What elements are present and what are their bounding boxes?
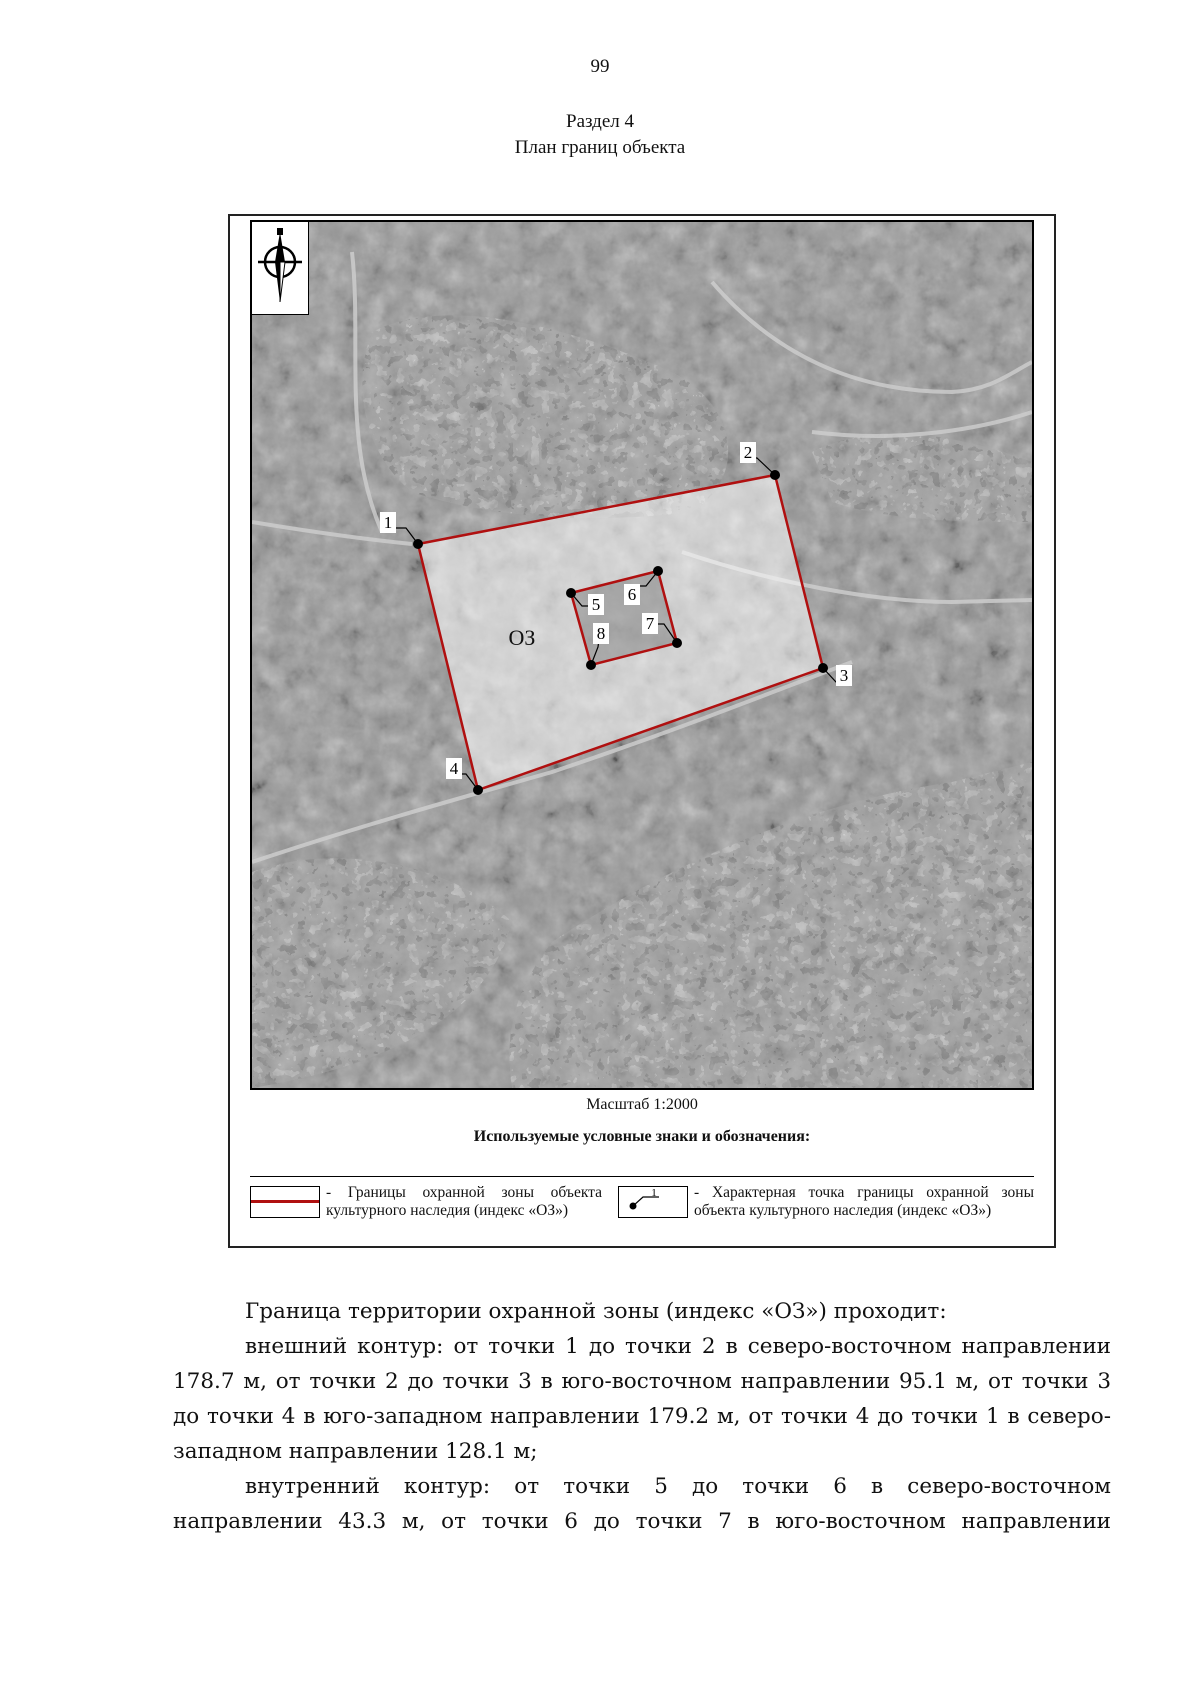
section-label: Раздел 4 <box>566 111 634 132</box>
paragraph-intro: Граница территории охранной зоны (индекс «ОЗ») проходит: <box>245 1299 947 1324</box>
svg-text:4: 4 <box>449 759 459 778</box>
paragraph-outer-contour: внешний контур: от точки 1 до точки 2 в северо-восточном направлении 178.7 м, от точки 2 до точки 3 в юго-восточном направлении 95.1 м, от точки 3 до точки 4 в юго-западном направлении 179.2 м, от точки 4 до точки 1 в северо-западном направлении 128.1 м; <box>173 1334 1111 1464</box>
svg-text:1: 1 <box>383 513 393 532</box>
svg-text:1: 1 <box>651 1187 657 1199</box>
svg-text:6: 6 <box>627 585 637 604</box>
legend-title: Используемые условные знаки и обозначения: <box>473 1128 811 1145</box>
section-title: План границ объекта <box>514 137 686 158</box>
legend-item-boundary: - Границы охранной зоны объекта культурного наследия (индекс «ОЗ») <box>326 1184 602 1219</box>
aerial-photo <box>252 222 1032 1088</box>
svg-text:3: 3 <box>839 666 849 685</box>
map-figure <box>228 214 1056 1248</box>
svg-text:5: 5 <box>591 595 601 614</box>
legend-item-point: - Характерная точка границы охранной зоны объекта культурного наследия (индекс «ОЗ») <box>694 1184 1034 1219</box>
paragraph-inner-contour: внутренний контур: от точки 5 до точки 6 в северо-восточном направлении 43.3 м, от точки 6 до точки 7 в юго-восточном направлении <box>173 1474 1111 1534</box>
body-text <box>173 1294 1111 1539</box>
north-arrow-icon <box>252 222 309 315</box>
page-number: 99 <box>590 56 610 77</box>
map-scale: Масштаб 1:2000 <box>586 1096 698 1113</box>
map-view[interactable] <box>250 220 1034 1090</box>
zone-label: ОЗ <box>508 625 536 650</box>
svg-text:8: 8 <box>596 624 606 643</box>
svg-text:7: 7 <box>645 614 655 633</box>
legend-point-swatch <box>618 1186 688 1218</box>
legend-divider <box>250 1176 1034 1177</box>
svg-text:2: 2 <box>743 443 753 462</box>
legend-boundary-swatch <box>250 1186 320 1218</box>
